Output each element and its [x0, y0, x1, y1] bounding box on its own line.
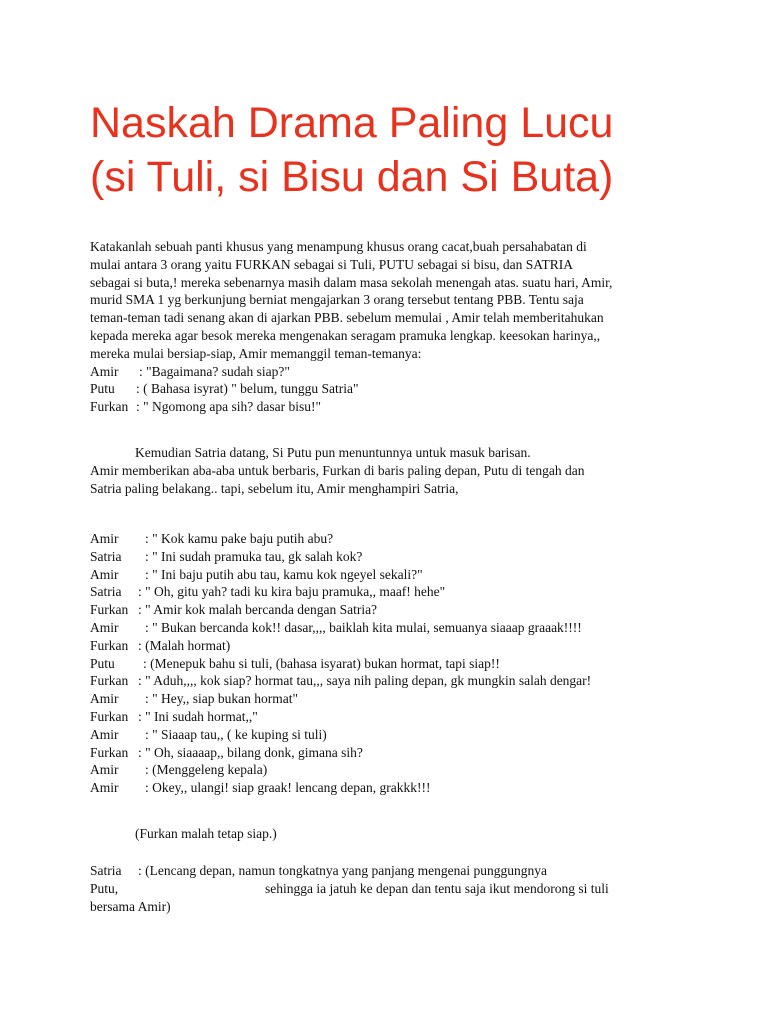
dialog-text: : (Lencang depan, namun tongkatnya yang panjang mengenai punggungnya [138, 863, 548, 878]
title-line: Naskah Drama Paling Lucu [90, 99, 614, 147]
paragraph-line: sebagai si buta,! mereka sebenarnya masih dalam masa sekolah menengah atas. suatu hari, Amir, [90, 274, 613, 290]
dialog-line [90, 637, 710, 655]
dialog-block [90, 363, 710, 416]
paragraph-line: Amir memberikan aba-aba untuk berbaris, Furkan di baris paling depan, Putu di tengah dan [90, 462, 585, 478]
dialog-text: sehingga ia jatuh ke depan dan tentu saja ikut mendorong si tuli [265, 880, 609, 896]
dialog-text: : " Amir kok malah bercanda dengan Satria? [138, 602, 378, 618]
speaker-name: Amir [90, 363, 119, 379]
dialog-line [90, 655, 710, 673]
dialog-line [90, 690, 710, 708]
speaker-name: Amir [90, 566, 119, 582]
dialog-text: : " Ini sudah hormat,," [138, 708, 258, 724]
dialog-line [90, 779, 710, 797]
dialog-text: : " Ini baju putih abu tau, kamu kok ngeyel sekali?" [145, 566, 423, 582]
stage-direction [90, 825, 710, 843]
speaker-name: Amir [90, 762, 119, 778]
speaker-name: Putu [90, 655, 115, 671]
document-title [90, 96, 730, 204]
dialog-text: : "Bagaimana? sudah siap?" [139, 363, 290, 379]
paragraph-line: Katakanlah sebuah panti khusus yang menampung khusus orang cacat,buah persahabatan di [90, 239, 587, 254]
paragraph-line: mereka mulai bersiap-siap, Amir memanggil teman-temanya: [90, 345, 422, 361]
dialog-line [90, 530, 710, 548]
dialog-text: : (Menggeleng kepala) [145, 762, 268, 778]
paragraph-line: teman-teman tadi senang akan di ajarkan PBB. sebelum memulai , Amir telah memberitahukan [90, 310, 604, 326]
dialog-text: : " Kok kamu pake baju putih abu? [145, 531, 334, 546]
dialog-text: : " Siaaap tau,, ( ke kuping si tuli) [145, 726, 327, 742]
dialog-text: : " Oh, gitu yah? tadi ku kira baju pramuka,, maaf! hehe" [138, 584, 446, 600]
dialog-line [90, 708, 710, 726]
speaker-name: Amir [90, 726, 119, 742]
speaker-name: Putu [90, 381, 115, 397]
paragraph-line: Satria paling belakang.. tapi, sebelum itu, Amir menghampiri Satria, [90, 480, 459, 496]
speaker-name: Amir [90, 531, 119, 546]
intro-paragraph [90, 238, 710, 416]
stage-note: (Furkan malah tetap siap.) [135, 826, 277, 841]
dialog-text: : " Oh, siaaaap,, bilang donk, gimana sih? [138, 744, 363, 760]
dialog-line [90, 672, 710, 690]
final-dialog [90, 862, 710, 915]
dialog-line [90, 583, 710, 601]
paragraph-line: bersama Amir) [90, 898, 171, 914]
dialog-text: : " Bukan bercanda kok!! dasar,,,, baiklah kita mulai, semuanya siaaap graaak!!!! [145, 619, 582, 635]
dialog-line [90, 619, 710, 637]
speaker-name: Furkan [90, 673, 129, 689]
dialog-text: : " Aduh,,,, kok siap? hormat tau,,, saya nih paling depan, gk mungkin salah dengar! [138, 673, 592, 689]
dialog-line [90, 744, 710, 762]
title-line: (si Tuli, si Bisu dan Si Buta) [90, 153, 614, 201]
speaker-name: Amir [90, 691, 119, 707]
paragraph-line: kepada mereka agar besok mereka mengenakan seragam pramuka lengkap. keesokan harinya,, [90, 327, 601, 343]
speaker-name: Putu, [90, 880, 119, 896]
dialog-line [90, 726, 710, 744]
speaker-name: Furkan [90, 399, 129, 415]
speaker-name: Satria [90, 548, 122, 564]
dialog-text: : " Ini sudah pramuka tau, gk salah kok? [145, 548, 363, 564]
dialog-text: : (Menepuk bahu si tuli, (bahasa isyarat) bukan hormat, tapi siap!! [143, 655, 500, 671]
dialog-line [90, 380, 710, 398]
dialog-text: : Okey,, ulangi! siap graak! lencang depan, grakkk!!! [145, 780, 431, 796]
speaker-name: Furkan [90, 744, 129, 760]
dialog-line [90, 398, 710, 416]
dialog-line [90, 880, 710, 898]
dialog-line [90, 548, 710, 566]
dialog-text: : " Ngomong apa sih? dasar bisu!" [136, 399, 321, 415]
dialog-block [90, 530, 710, 797]
dialog-line [90, 862, 710, 880]
second-paragraph [90, 444, 710, 497]
paragraph-line: Kemudian Satria datang, Si Putu pun menuntunnya untuk masuk barisan. [135, 445, 531, 460]
dialog-line [90, 363, 710, 381]
speaker-name: Furkan [90, 708, 129, 724]
dialog-line [90, 566, 710, 584]
dialog-line [90, 601, 710, 619]
speaker-name: Amir [90, 619, 119, 635]
speaker-name: Satria [90, 863, 122, 878]
dialog-text: : " Hey,, siap bukan hormat" [145, 691, 298, 707]
speaker-name: Satria [90, 584, 122, 600]
dialog-line [90, 761, 710, 779]
dialog-text: : (Malah hormat) [138, 637, 231, 653]
paragraph-line: mulai antara 3 orang yaitu FURKAN sebagai si Tuli, PUTU sebagai si bisu, dan SATRIA [90, 256, 573, 272]
speaker-name: Furkan [90, 637, 129, 653]
dialog-text: : ( Bahasa isyrat) " belum, tunggu Satria" [136, 381, 359, 397]
speaker-name: Amir [90, 780, 119, 796]
paragraph-line: murid SMA 1 yg berkunjung berniat mengajarkan 3 orang tersebut tentang PBB. Tentu saja [90, 292, 584, 308]
speaker-name: Furkan [90, 602, 129, 618]
